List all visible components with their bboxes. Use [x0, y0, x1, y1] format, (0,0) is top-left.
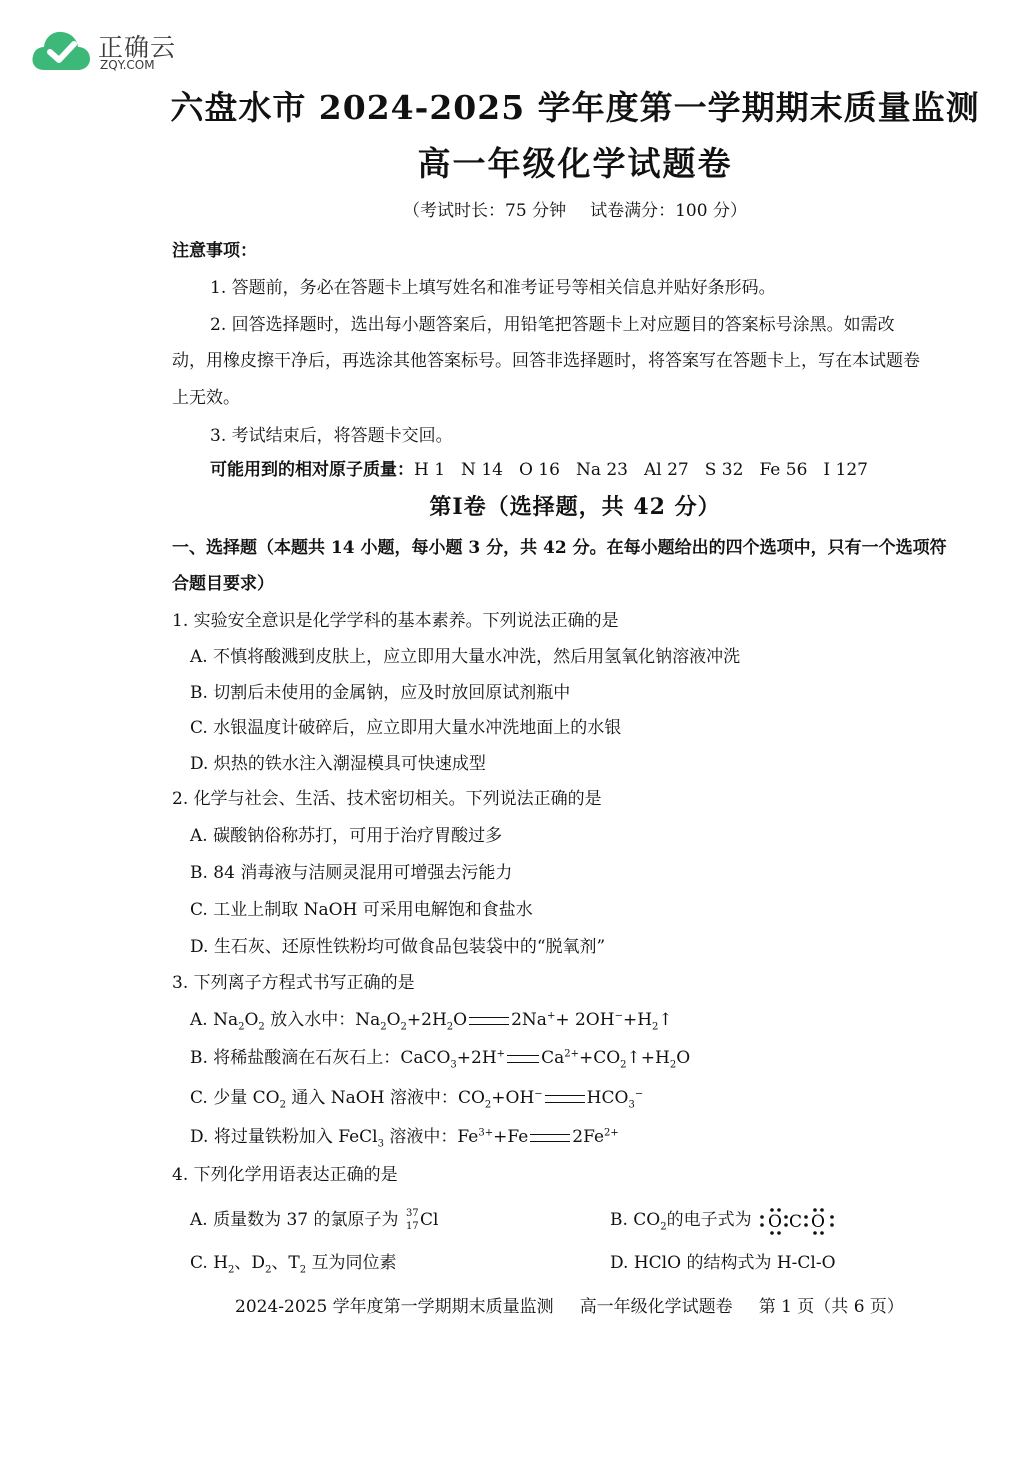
q3-c-text2: 通入 NaOH 溶液中：	[285, 1088, 458, 1108]
note-item-2-end: 上无效。	[172, 388, 240, 408]
q1-option-a: A. 不慎将酸溅到皮肤上，应立即用大量水冲洗，然后用氢氧化钠溶液冲洗	[190, 647, 741, 667]
q4-a-text: A. 质量数为 37 的氯原子为	[190, 1210, 404, 1230]
question-4: 4. 下列化学用语表达正确的是	[172, 1165, 398, 1185]
q4-option-a	[190, 1205, 438, 1232]
section-title: 第Ⅰ卷（选择题，共 42 分）	[429, 494, 721, 520]
mass-item: O 16	[518, 460, 560, 480]
mass-item: Al 27	[644, 460, 689, 480]
cloud-check-icon	[30, 28, 92, 72]
q4-c-text: C. H	[190, 1253, 229, 1273]
q3-option-d: D. 将过量铁粉加入 FeCl$_3$ 溶液中：$Fe^{3+}+Fe$ $2Fe^{2+}$	[190, 1127, 619, 1150]
mass-item: H 1	[414, 460, 446, 480]
question-3: 3. 下列离子方程式书写正确的是	[172, 973, 415, 993]
q1-option-c: C. 水银温度计破碎后，应立即用大量水冲洗地面上的水银	[190, 718, 622, 738]
q1-option-d: D. 炽热的铁水注入潮湿模具可快速成型	[190, 754, 486, 774]
q3-b-text: B. 将稀盐酸滴在石灰石上：	[190, 1048, 401, 1068]
q2-option-b: B. 84 消毒液与洁厕灵混用可增强去污能力	[190, 863, 513, 883]
page-title: 六盘水市 2024-2025 学年度第一学期期末质量监测	[170, 88, 980, 127]
q4-c-text2: 互为同位素	[306, 1253, 397, 1273]
zqy-logo	[30, 26, 180, 76]
logo-name: 正确云	[98, 33, 177, 62]
note-item-2-cont: 动，用橡皮擦干净后，再选涂其他答案标号。回答非选择题时，将答案写在答题卡上，写在本试题卷	[172, 351, 920, 371]
q3-a-prefix: A.	[190, 1010, 214, 1030]
mass-item: S 32	[704, 460, 744, 480]
isotope-notation	[404, 1207, 420, 1232]
svg-text:O: O	[810, 1211, 825, 1232]
q2-option-a: A. 碳酸钠俗称苏打，可用于治疗胃酸过多	[190, 826, 503, 846]
note-item-2: 2. 回答选择题时，选出每小题答案后，用铅笔把答题卡上对应题目的答案标号涂黑。如需改	[210, 315, 895, 335]
section-instruction-cont: 合题目要求）	[172, 574, 274, 594]
footer-paper: 高一年级化学试题卷	[579, 1297, 733, 1317]
q4-b-text: B. CO	[610, 1210, 661, 1230]
atomic-masses-list	[414, 460, 868, 480]
q3-c-text: C. 少量	[190, 1088, 253, 1108]
mass-item: Na 23	[575, 460, 628, 480]
svg-text:C: C	[788, 1211, 802, 1232]
mass-item: I 127	[823, 460, 868, 480]
q4-option-c: C. $H_2$、$D_2$、$T_2$ 互为同位素	[190, 1253, 397, 1276]
q3-a-text: 放入水中：	[264, 1010, 356, 1030]
question-1: 1. 实验安全意识是化学学科的基本素养。下列说法正确的是	[172, 611, 619, 631]
q4-option-d: D. HClO 的结构式为 H-Cl-O	[610, 1253, 836, 1273]
mass-item: N 14	[461, 460, 503, 480]
atomic-masses-label: 可能用到的相对原子质量：	[210, 460, 414, 480]
question-2: 2. 化学与社会、生活、技术密切相关。下列说法正确的是	[172, 789, 602, 809]
lewis-structure-icon	[758, 1206, 836, 1236]
exam-info	[0, 196, 1034, 221]
q2-option-d: D. 生石灰、还原性铁粉均可做食品包装袋中的“脱氧剂”	[190, 937, 606, 957]
note-item-1: 1. 答题前，务必在答题卡上填写姓名和准考证号等相关信息并贴好条形码。	[210, 278, 776, 298]
q2-option-c: C. 工业上制取 NaOH 可采用电解饱和食盐水	[190, 900, 533, 920]
atomic-masses	[210, 455, 868, 480]
q3-d-text2: 溶液中：	[384, 1127, 458, 1147]
page-subtitle: 高一年级化学试题卷	[417, 144, 733, 183]
notes-title: 注意事项：	[172, 241, 257, 261]
q3-option-c: C. 少量 $CO_2$ 通入 NaOH 溶液中：$CO_2+OH^-$ $HCO_3^-$	[190, 1088, 644, 1111]
q3-option-b: B. 将稀盐酸滴在石灰石上：CaCO$_3$+2H+ $Ca^{2+}+CO_2↑+H_2O$	[190, 1048, 691, 1071]
full-score: 试卷满分：100 分）	[590, 201, 747, 221]
element-symbol: Cl	[419, 1210, 439, 1230]
section-instruction: 一、选择题（本题共 14 小题，每小题 3 分，共 42 分。在每小题给出的四个选项中，只有一个选项符	[172, 538, 947, 558]
note-item-3: 3. 考试结束后，将答题卡交回。	[210, 426, 453, 446]
mass-item: Fe 56	[759, 460, 808, 480]
q1-option-b: B. 切割后未使用的金属钠，应及时放回原试剂瓶中	[190, 683, 571, 703]
q4-option-b: B. $CO_2$的电子式为 O C O	[610, 1205, 836, 1236]
q3-d-text: D. 将过量铁粉加入	[190, 1127, 339, 1147]
page-footer	[235, 1292, 904, 1317]
footer-exam: 2024-2025 学年度第一学期期末质量监测	[235, 1297, 554, 1317]
mass-number: 37	[405, 1207, 419, 1219]
exam-time: （考试时长：75 分钟	[403, 201, 567, 221]
footer-page: 第 1 页（共 6 页）	[758, 1297, 904, 1317]
q3-option-a: A. $Na_2O_2$ 放入水中：$Na_2O_2+2H_2O$ $2Na^++ 2OH^-+H_2↑$	[190, 1010, 673, 1033]
svg-text:O: O	[767, 1211, 782, 1232]
atomic-number: 17	[405, 1220, 419, 1232]
q4-b-text2: 的电子式为	[666, 1210, 752, 1230]
logo-url: ZQY.COM	[100, 58, 155, 72]
